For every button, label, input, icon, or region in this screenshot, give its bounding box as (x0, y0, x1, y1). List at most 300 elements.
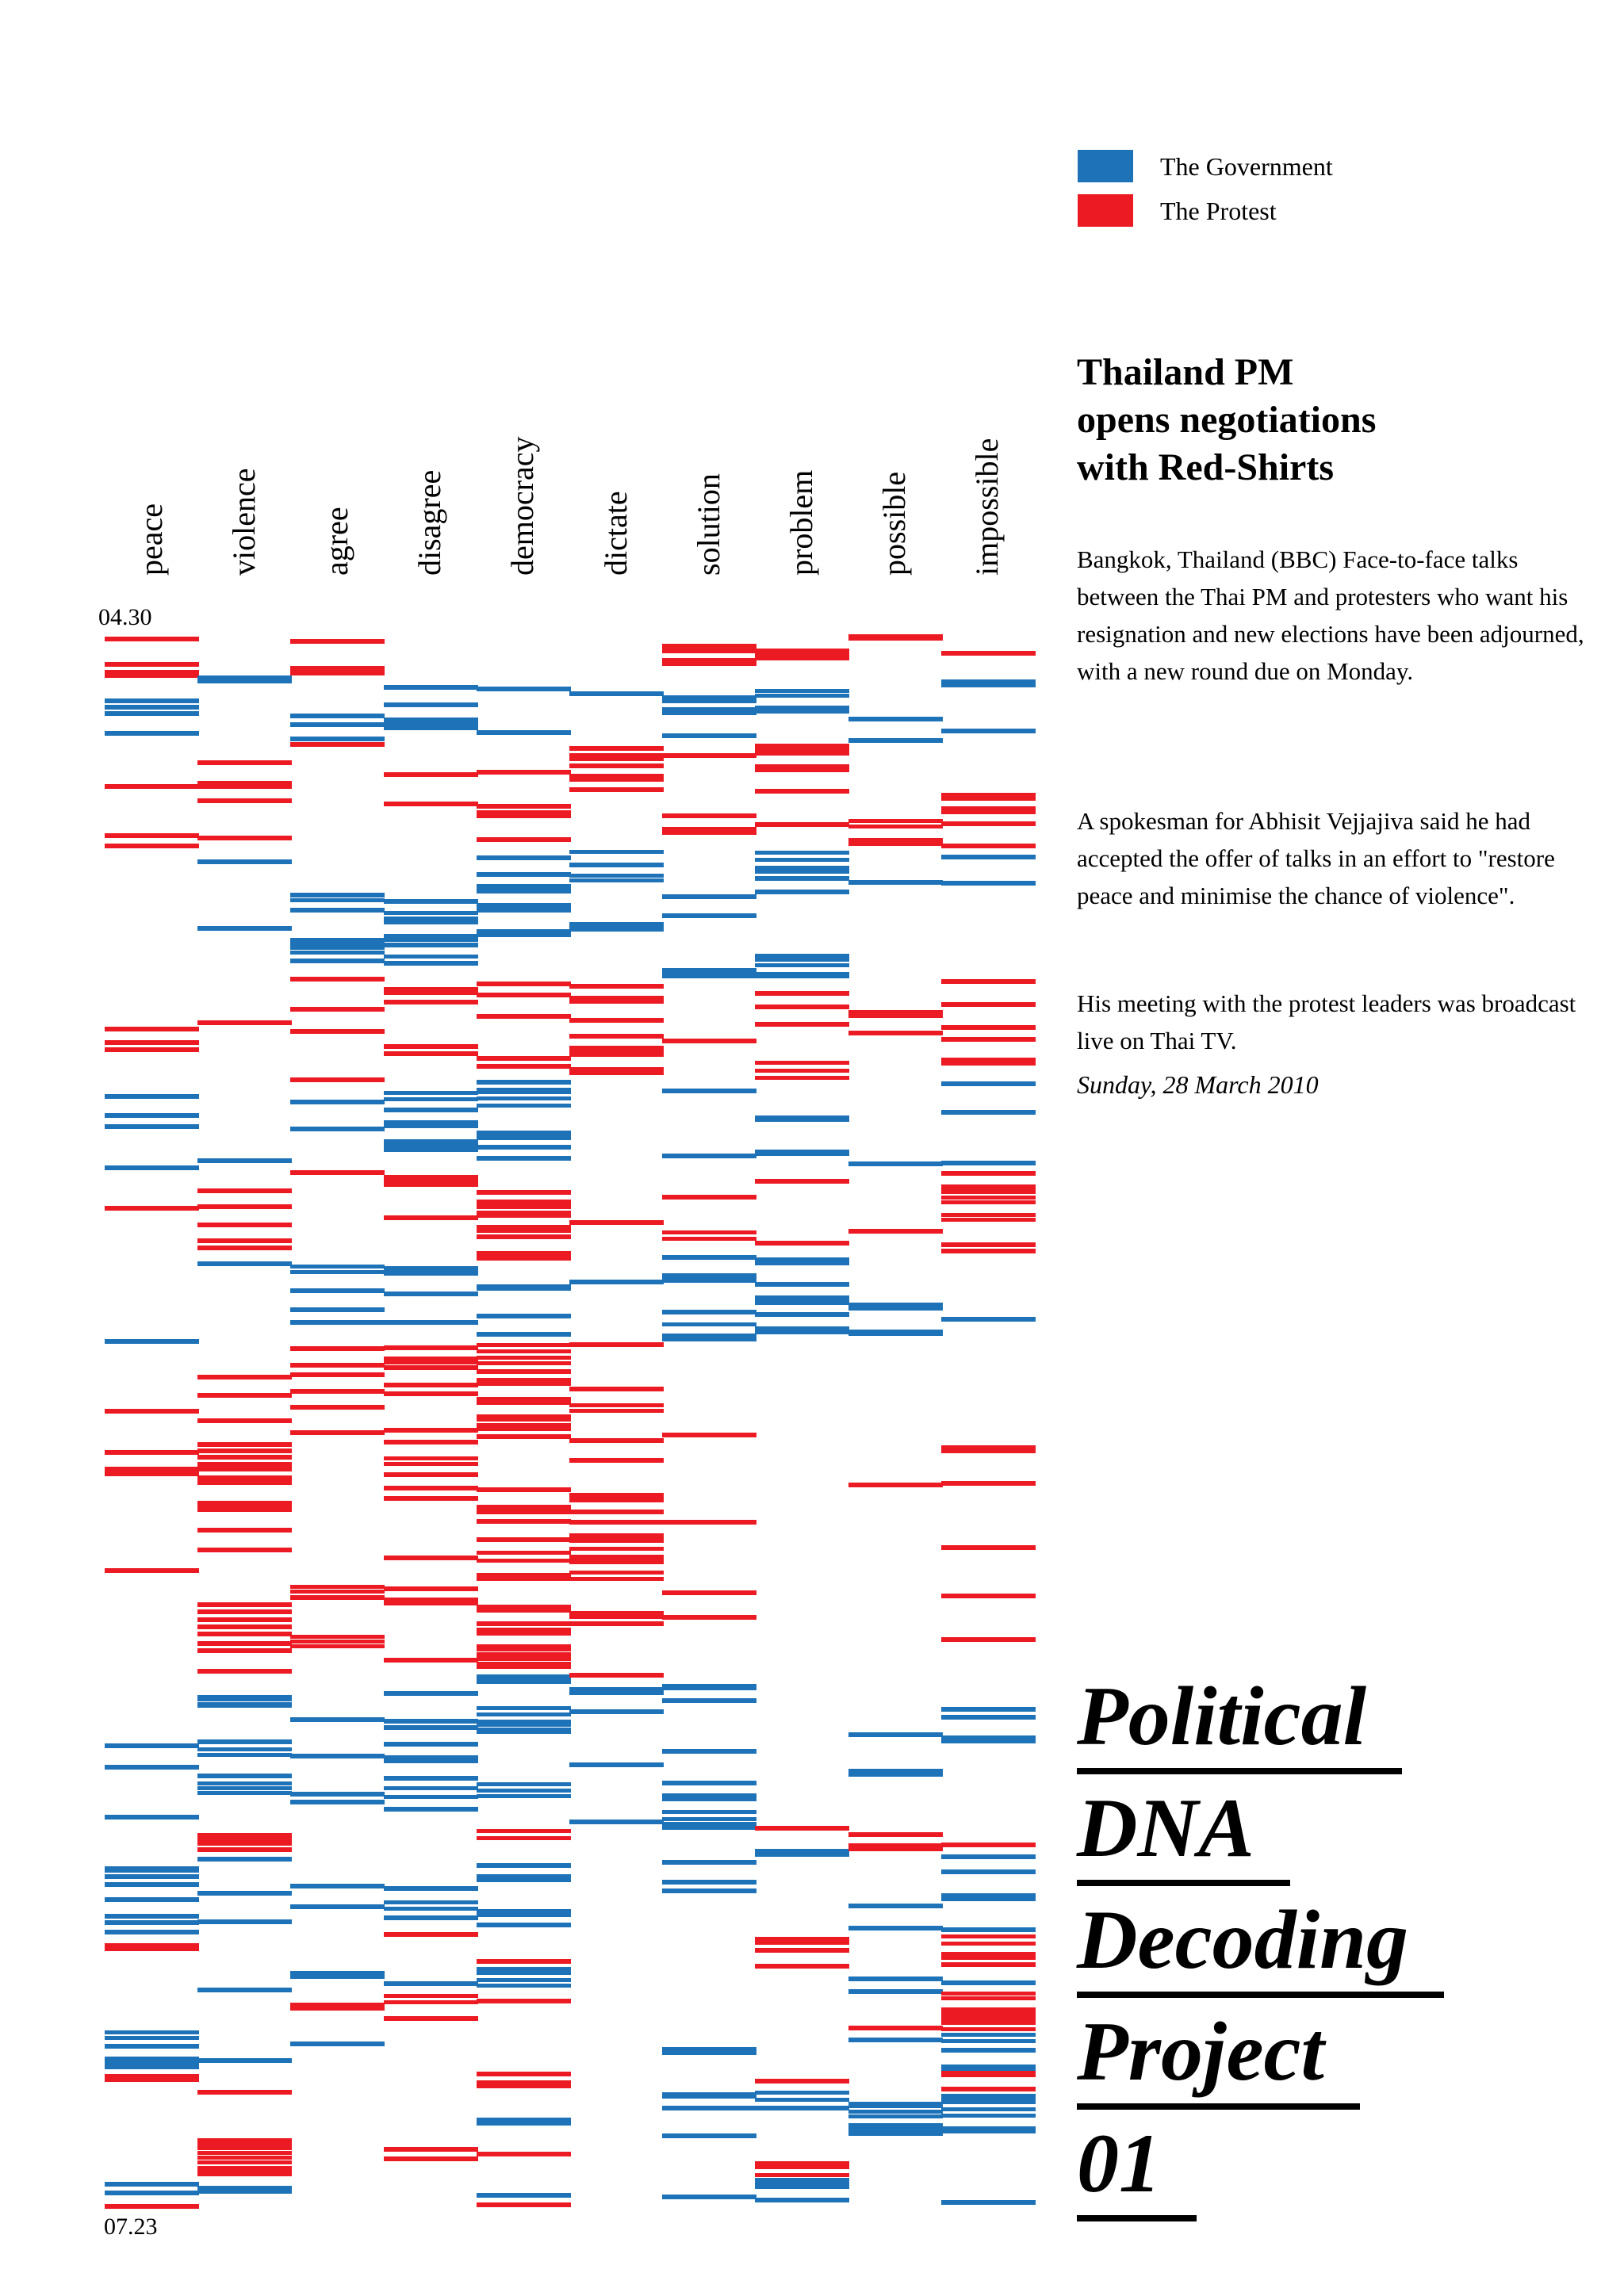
band-col2 (197, 1602, 292, 1607)
band-col5 (477, 1314, 571, 1318)
band-col10 (941, 979, 1036, 984)
band-col5 (477, 2080, 571, 2088)
band-col2 (197, 1739, 292, 1744)
band-col10 (941, 2048, 1036, 2053)
band-col4 (384, 1183, 478, 1187)
band-col7 (662, 1255, 756, 1260)
band-col4 (384, 911, 478, 915)
band-col5 (477, 1628, 571, 1636)
band-col1 (105, 1882, 199, 1887)
band-col5 (477, 1397, 571, 1405)
band-col6 (569, 1762, 664, 1767)
band-col8 (755, 2161, 849, 2169)
band-col6 (569, 1709, 664, 1714)
band-col9 (848, 1229, 943, 1234)
band-col3 (290, 898, 385, 902)
band-col2 (197, 1238, 292, 1243)
band-col5 (477, 1621, 571, 1626)
band-col8 (755, 744, 849, 752)
band-col7 (662, 1684, 756, 1690)
band-col4 (384, 2000, 478, 2004)
band-col10 (941, 1037, 1036, 1042)
band-col10 (941, 2200, 1036, 2205)
band-col4 (384, 1108, 478, 1112)
band-col5 (477, 1200, 571, 1209)
band-col2 (197, 1448, 292, 1453)
band-col5 (477, 1156, 571, 1161)
band-col10 (941, 881, 1036, 886)
band-col8 (755, 1061, 849, 1065)
band-col6 (569, 763, 664, 768)
band-col4 (384, 1097, 478, 1101)
band-col3 (290, 1884, 385, 1888)
band-col5 (477, 770, 571, 775)
band-col6 (569, 1577, 664, 1581)
band-col6 (569, 1510, 664, 1514)
band-col7 (662, 658, 756, 666)
band-col4 (384, 1044, 478, 1049)
band-col10 (941, 2027, 1036, 2031)
project-title-line: DNA (1077, 1786, 1444, 1898)
band-col2 (197, 1501, 292, 1512)
band-col6 (569, 1687, 664, 1695)
band-col10 (941, 855, 1036, 859)
band-col5 (477, 2152, 571, 2156)
band-col7 (662, 1810, 756, 1814)
band-col5 (477, 1361, 571, 1365)
band-col7 (662, 813, 756, 818)
band-col10 (941, 1893, 1036, 1901)
band-col4 (384, 702, 478, 707)
band-col10 (941, 821, 1036, 826)
band-col5 (477, 810, 571, 818)
band-col9 (848, 1989, 943, 1994)
band-col5 (477, 1434, 571, 1439)
band-col4 (384, 1462, 478, 1466)
band-col4 (384, 1365, 478, 1370)
band-col4 (384, 802, 478, 806)
band-col4 (384, 1900, 478, 1904)
band-col8 (755, 2185, 849, 2189)
band-col8 (755, 2198, 849, 2202)
band-col8 (755, 1022, 849, 1027)
band-col3 (290, 946, 385, 950)
band-col1 (105, 1568, 199, 1573)
band-col5 (477, 1789, 571, 1793)
band-col10 (941, 651, 1036, 656)
band-col7 (662, 1749, 756, 1754)
band-col2 (197, 1548, 292, 1552)
band-col4 (384, 961, 478, 966)
band-col8 (755, 694, 849, 698)
band-col8 (755, 890, 849, 894)
band-col4 (384, 1719, 478, 1724)
band-col3 (290, 1320, 385, 1325)
band-col5 (477, 1674, 571, 1684)
band-col6 (569, 753, 664, 761)
band-col3 (290, 1100, 385, 1104)
column-label-violence: violence (226, 468, 262, 576)
column-label-possible: possible (876, 471, 912, 576)
band-col3 (290, 714, 385, 718)
band-col6 (569, 1611, 664, 1619)
band-col3 (290, 1007, 385, 1012)
band-col6 (569, 863, 664, 867)
band-col3 (290, 1792, 385, 1797)
band-col10 (941, 1171, 1036, 1176)
band-col4 (384, 1932, 478, 1937)
band-col10 (941, 1996, 1036, 2000)
band-col8 (755, 1179, 849, 1184)
band-col3 (290, 639, 385, 644)
band-col1 (105, 1866, 199, 1873)
band-col8 (755, 1312, 849, 1317)
band-col2 (197, 1669, 292, 1674)
band-col7 (662, 1520, 756, 1525)
band-col8 (755, 1004, 849, 1009)
band-col3 (290, 1389, 385, 1394)
column-label-democracy: democracy (504, 436, 540, 576)
band-col1 (105, 637, 199, 641)
band-col1 (105, 1094, 199, 1099)
legend-label-government: The Government (1160, 151, 1333, 181)
band-col4 (384, 1292, 478, 1296)
band-col5 (477, 1343, 571, 1347)
band-col9 (848, 880, 943, 885)
band-col6 (569, 1621, 664, 1626)
band-col8 (755, 1849, 849, 1857)
band-col5 (477, 1923, 571, 1927)
band-col1 (105, 1815, 199, 1820)
band-col5 (477, 993, 571, 997)
column-label-peace: peace (133, 503, 169, 576)
band-col10 (941, 1184, 1036, 1194)
band-col5 (477, 2193, 571, 2198)
band-col9 (848, 1732, 943, 1737)
band-col3 (290, 2003, 385, 2011)
band-col2 (197, 2058, 292, 2063)
band-col5 (477, 1190, 571, 1195)
band-col4 (384, 1807, 478, 1812)
band-col1 (105, 711, 199, 716)
band-col1 (105, 1206, 199, 1211)
band-col10 (941, 1161, 1036, 1165)
band-col5 (477, 1829, 571, 1833)
band-col4 (384, 934, 478, 942)
band-col10 (941, 1110, 1036, 1115)
band-col6 (569, 746, 664, 751)
band-col5 (477, 1234, 571, 1239)
band-col10 (941, 793, 1036, 801)
band-col5 (477, 1056, 571, 1061)
band-col9 (848, 1976, 943, 1981)
protest-color-swatch (1078, 194, 1133, 227)
band-col5 (477, 2118, 571, 2126)
band-col10 (941, 1081, 1036, 1086)
band-col8 (755, 2173, 849, 2177)
band-col10 (941, 1242, 1036, 1247)
band-col8 (755, 752, 849, 756)
band-col6 (569, 1403, 664, 1407)
column-label-problem: problem (783, 469, 819, 576)
band-col1 (105, 1165, 199, 1170)
band-col4 (384, 1786, 478, 1790)
band-col5 (477, 929, 571, 937)
band-col2 (197, 1624, 292, 1629)
band-col10 (941, 1445, 1036, 1453)
band-col7 (662, 1310, 756, 1314)
band-col1 (105, 1124, 199, 1129)
band-col2 (197, 1617, 292, 1622)
band-col7 (662, 753, 756, 758)
band-col5 (477, 1720, 571, 1727)
time-start-label: 04.30 (98, 604, 152, 630)
band-col3 (290, 1270, 385, 1274)
band-col2 (197, 1375, 292, 1380)
band-col9 (848, 738, 943, 743)
band-col1 (105, 1914, 199, 1919)
band-col5 (477, 837, 571, 842)
band-col5 (477, 1145, 571, 1150)
band-col10 (941, 1854, 1036, 1859)
band-col7 (662, 1273, 756, 1283)
band-col3 (290, 1288, 385, 1293)
project-title-line: 01 (1077, 2122, 1444, 2233)
band-col4 (384, 955, 478, 959)
band-col6 (569, 1555, 664, 1564)
band-col2 (197, 1857, 292, 1862)
band-col4 (384, 1320, 478, 1325)
band-col1 (105, 2074, 199, 2082)
band-col2 (197, 1528, 292, 1533)
band-col3 (290, 1904, 385, 1909)
band-col1 (105, 1765, 199, 1770)
band-col2 (197, 1847, 292, 1852)
band-col6 (569, 1342, 664, 1347)
band-col10 (941, 1594, 1036, 1598)
band-col4 (384, 1091, 478, 1095)
band-col8 (755, 1150, 849, 1156)
band-col1 (105, 1467, 199, 1476)
band-col8 (755, 706, 849, 714)
band-col8 (755, 2091, 849, 2095)
band-col10 (941, 1869, 1036, 1874)
band-col9 (848, 1330, 943, 1336)
band-col8 (755, 972, 849, 978)
band-col2 (197, 1919, 292, 1924)
band-col10 (941, 1962, 1036, 1967)
band-col9 (848, 2038, 943, 2042)
band-col7 (662, 2092, 756, 2099)
band-col6 (569, 1820, 664, 1824)
band-col7 (662, 644, 756, 653)
band-col3 (290, 2042, 385, 2046)
band-col1 (105, 2036, 199, 2040)
band-col8 (755, 954, 849, 962)
band-col4 (384, 1725, 478, 1730)
band-col8 (755, 1257, 849, 1265)
band-col2 (197, 1455, 292, 1460)
band-col4 (384, 1496, 478, 1501)
band-col1 (105, 2044, 199, 2049)
column-label-dictate: dictate (598, 491, 634, 576)
band-col7 (662, 1860, 756, 1865)
band-col10 (941, 2039, 1036, 2043)
band-col5 (477, 1349, 571, 1353)
band-col5 (477, 1519, 571, 1524)
band-col5 (477, 1573, 571, 1581)
band-col10 (941, 1218, 1036, 1222)
band-col5 (477, 804, 571, 809)
legend-item-protest (1078, 194, 1333, 227)
band-col3 (290, 1077, 385, 1082)
band-col3 (290, 722, 385, 727)
band-col10 (941, 2071, 1036, 2077)
band-col3 (290, 1405, 385, 1410)
band-col3 (290, 1029, 385, 1034)
band-col8 (755, 1964, 849, 1969)
band-col2 (197, 1223, 292, 1227)
band-col2 (197, 760, 292, 765)
band-col9 (848, 2123, 943, 2131)
band-col10 (941, 729, 1036, 733)
band-col3 (290, 1644, 385, 1648)
band-col4 (384, 1795, 478, 1799)
band-col5 (477, 1863, 571, 1868)
band-col3 (290, 893, 385, 897)
band-col3 (290, 1363, 385, 1368)
band-col5 (477, 1131, 571, 1140)
band-col4 (384, 1994, 478, 1998)
band-col2 (197, 1418, 292, 1423)
band-col5 (477, 1559, 571, 1563)
band-col2 (197, 2166, 292, 2176)
band-col4 (384, 1051, 478, 1056)
band-col7 (662, 1154, 756, 1158)
band-col4 (384, 1907, 478, 1911)
band-col9 (848, 825, 943, 828)
band-col4 (384, 2147, 478, 2152)
band-col4 (384, 1456, 478, 1460)
band-col1 (105, 1930, 199, 1934)
band-col7 (662, 894, 756, 899)
band-col9 (848, 1769, 943, 1777)
band-col9 (848, 1904, 943, 1908)
band-col4 (384, 1215, 478, 1220)
band-col8 (755, 649, 849, 656)
band-col4 (384, 1486, 478, 1490)
band-col5 (477, 1978, 571, 1982)
band-col9 (848, 1832, 943, 1837)
band-col2 (197, 2156, 292, 2160)
band-col10 (941, 1980, 1036, 1985)
band-col1 (105, 2204, 199, 2209)
band-col4 (384, 1586, 478, 1591)
band-col9 (848, 2131, 943, 2136)
band-col10 (941, 2107, 1036, 2111)
band-col7 (662, 1237, 756, 1241)
band-col10 (941, 1317, 1036, 1322)
band-col3 (290, 959, 385, 963)
band-col10 (941, 2064, 1036, 2071)
band-col5 (477, 1088, 571, 1094)
band-col1 (105, 844, 199, 848)
article-date: Sunday, 28 March 2010 (1077, 1070, 1319, 1099)
band-col2 (197, 1648, 292, 1653)
band-col6 (569, 1053, 664, 1057)
band-col5 (477, 1064, 571, 1069)
band-col6 (569, 1409, 664, 1413)
band-col2 (197, 1609, 292, 1614)
band-col5 (477, 2202, 571, 2207)
band-col4 (384, 1776, 478, 1781)
band-col6 (569, 878, 664, 882)
band-col2 (197, 1188, 292, 1193)
band-col5 (477, 1836, 571, 1840)
band-col2 (197, 1791, 292, 1795)
band-col5 (477, 1652, 571, 1661)
band-col1 (105, 1897, 199, 1902)
band-col7 (662, 1822, 756, 1830)
band-col8 (755, 1826, 849, 1831)
band-col2 (197, 1632, 292, 1636)
band-col10 (941, 2007, 1036, 2025)
band-col1 (105, 1047, 199, 1052)
band-col7 (662, 1817, 756, 1821)
band-col2 (197, 1781, 292, 1785)
band-col5 (477, 1999, 571, 2003)
band-col2 (197, 1695, 292, 1701)
band-col5 (477, 855, 571, 860)
band-col9 (848, 2110, 943, 2114)
band-col1 (105, 833, 199, 838)
band-col2 (197, 2138, 292, 2150)
band-col4 (384, 943, 478, 947)
band-col8 (755, 2178, 849, 2185)
band-col8 (755, 1937, 849, 1945)
band-col3 (290, 1372, 385, 1377)
band-col8 (755, 963, 849, 967)
band-col3 (290, 951, 385, 955)
band-col8 (755, 2106, 849, 2110)
band-col5 (477, 1014, 571, 1019)
column-label-disagree: disagree (412, 469, 447, 576)
band-col1 (105, 2191, 199, 2195)
band-col8 (755, 1115, 849, 1122)
band-col2 (197, 1475, 292, 1485)
band-col5 (477, 1537, 571, 1542)
band-col3 (290, 1640, 385, 1644)
band-col5 (477, 884, 571, 894)
band-col4 (384, 1658, 478, 1663)
band-col1 (105, 705, 199, 710)
band-col5 (477, 1423, 571, 1431)
band-col6 (569, 850, 664, 854)
band-col8 (755, 1076, 849, 1080)
band-col3 (290, 1170, 385, 1175)
band-col4 (384, 2156, 478, 2161)
band-col10 (941, 1025, 1036, 1030)
band-col6 (569, 922, 664, 932)
band-col2 (197, 1753, 292, 1757)
band-col8 (755, 1069, 849, 1073)
band-col5 (477, 1414, 571, 1422)
band-col2 (197, 926, 292, 931)
band-col5 (477, 1644, 571, 1651)
band-col2 (197, 1204, 292, 1209)
band-col4 (384, 1391, 478, 1396)
article-paragraph: His meeting with the protest leaders was broadcast live on Thai TV. (1077, 989, 1576, 1054)
